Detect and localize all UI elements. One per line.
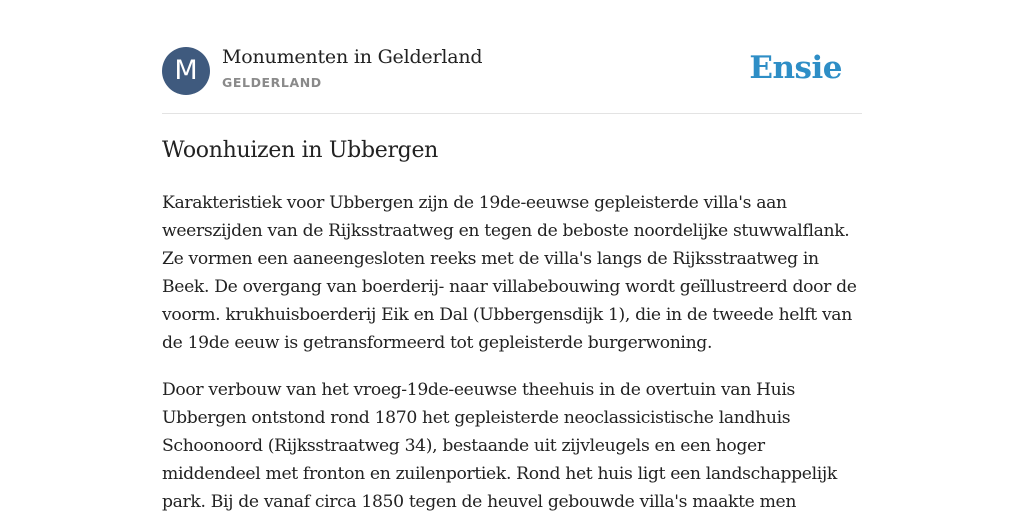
article-paragraph: Karakteristiek voor Ubbergen zijn de 19de-eeuwse gepleisterde villa's aan weerszijden van de Rijksstraatweg en tegen de beboste noordelijke stuwwalflank. Ze vormen een aaneengesloten reeks met de villa's langs de Rijksstraatweg in Beek. De overgang van boerderij- naar villabebouwing wordt geïllustreerd door de voorm. krukhuisboerderij Eik en Dal (Ubbergensdijk 1), die in de tweede helft van de 19de eeuw is getransformeerd tot gepleisterde burgerwoning. <box>162 193 857 353</box>
blog-header <box>162 46 862 96</box>
header-divider <box>162 113 862 114</box>
ensie-logo[interactable]: Ensie <box>749 50 842 86</box>
blog-title[interactable]: Monumenten in Gelderland <box>222 46 483 68</box>
blog-subtitle[interactable]: GELDERLAND <box>222 75 322 90</box>
avatar[interactable]: M <box>162 47 210 95</box>
article-body <box>162 189 862 512</box>
article-title: Woonhuizen in Ubbergen <box>162 138 439 163</box>
article-paragraph: Door verbouw van het vroeg-19de-eeuwse theehuis in de overtuin van Huis Ubbergen ontstond rond 1870 het gepleisterde neoclassicistische landhuis Schoonoord (Rijksstraatweg 34), bestaande uit zijvleugels en een hoger middendeel met fronton en zuilenportiek. Rond het huis ligt een landschappelijk park. Bij de vanaf circa 1850 tegen de heuvel gebouwde villa's maakte men <box>162 380 837 512</box>
